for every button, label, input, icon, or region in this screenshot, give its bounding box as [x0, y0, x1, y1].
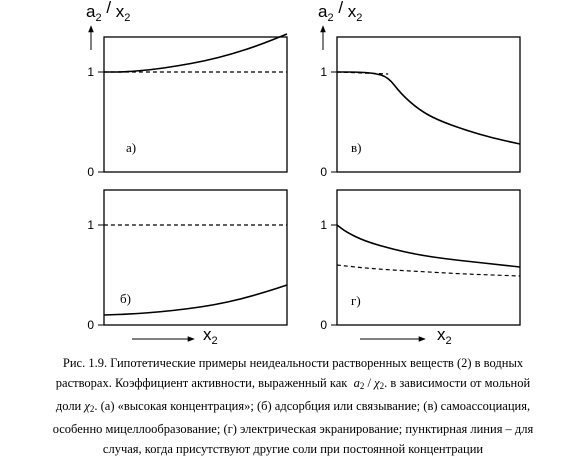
panel-frame	[337, 190, 520, 325]
chart-panel-4	[320, 190, 520, 332]
caption-expr-a: a	[353, 376, 360, 390]
panel-label: в)	[351, 140, 362, 155]
caption-expr-a-sub: 2	[359, 381, 365, 391]
caption-expr-chi-sub: 2	[379, 381, 385, 391]
caption-line-3-before: доли	[55, 399, 82, 413]
series-solid-line	[104, 34, 287, 72]
x-axis-title-x-sub: 2	[445, 335, 452, 345]
y-tick-one-label: 1	[320, 218, 327, 232]
y-axis-title-slash: /	[333, 0, 348, 17]
series-solid-line	[337, 72, 520, 144]
x-axis-title-x: x	[203, 325, 212, 344]
y-tick-zero-label: 0	[320, 165, 327, 179]
y-axis-title-a-sub: 2	[95, 12, 102, 24]
x-axis-title-2	[360, 325, 452, 345]
caption-expr-chi: χ	[374, 376, 380, 390]
y-axis-title-1	[86, 0, 130, 50]
chart-panel-2	[320, 37, 520, 179]
caption-line-2-after: . в зависимости от мольной	[384, 376, 531, 390]
y-axis-title-a: a	[86, 2, 96, 21]
caption-line-1: Рис. 1.9. Гипотетические примеры неидеальности растворенных веществ (2) в водных	[62, 356, 524, 370]
chart-panel-1	[87, 34, 287, 179]
series-solid-line	[337, 225, 520, 267]
y-tick-zero-label: 0	[87, 318, 94, 332]
y-axis-title-x: x	[115, 2, 125, 21]
y-axis-title-text	[318, 0, 362, 24]
x-axis-title-1	[132, 325, 218, 345]
series-solid-line	[104, 285, 287, 315]
y-tick-one-label: 1	[320, 65, 327, 79]
series-dashed-line	[337, 265, 520, 276]
caption-line-4: особенно мицеллообразование; (г) электрическая экранирование; пунктирная линия – для	[52, 422, 534, 436]
caption-line-3-after: . (а) «высокая концентрация»; (б) адсорбция или связывание; (в) самоассоциация,	[94, 399, 531, 413]
y-axis-title-x-sub: 2	[356, 12, 363, 24]
caption-expr-slash: /	[364, 376, 375, 390]
y-axis-title-2	[318, 0, 362, 50]
x-axis-title-text	[437, 325, 452, 345]
caption-line-5: случая, когда присутствуют другие соли при постоянной концентрации	[102, 442, 484, 456]
panel-label: а)	[126, 140, 137, 155]
caption-chi-sub: 2	[89, 404, 95, 414]
y-tick-one-label: 1	[87, 218, 94, 232]
y-tick-zero-label: 0	[320, 318, 327, 332]
figure-caption	[38, 353, 548, 459]
x-axis-title-text	[203, 325, 218, 345]
y-tick-one-label: 1	[87, 65, 94, 79]
y-axis-title-text	[86, 0, 130, 24]
caption-chi: χ	[84, 399, 90, 413]
y-axis-title-x: x	[347, 2, 357, 21]
y-axis-title-slash: /	[101, 0, 116, 17]
caption-line-2	[38, 373, 548, 396]
chart-panel-3	[87, 190, 287, 332]
x-axis-title-x-sub: 2	[211, 335, 218, 345]
caption-line-3	[38, 396, 548, 419]
panel-frame	[104, 190, 287, 325]
x-axis-title-x: x	[437, 325, 446, 344]
y-tick-zero-label: 0	[87, 165, 94, 179]
caption-line-2-before: растворах. Коэффициент активности, выраженный как	[55, 376, 348, 390]
y-axis-title-x-sub: 2	[124, 12, 131, 24]
y-axis-title-a: a	[318, 2, 328, 21]
panel-label: б)	[120, 291, 131, 306]
y-axis-title-a-sub: 2	[327, 12, 334, 24]
panel-frame	[337, 37, 520, 172]
panel-label: г)	[351, 293, 361, 308]
